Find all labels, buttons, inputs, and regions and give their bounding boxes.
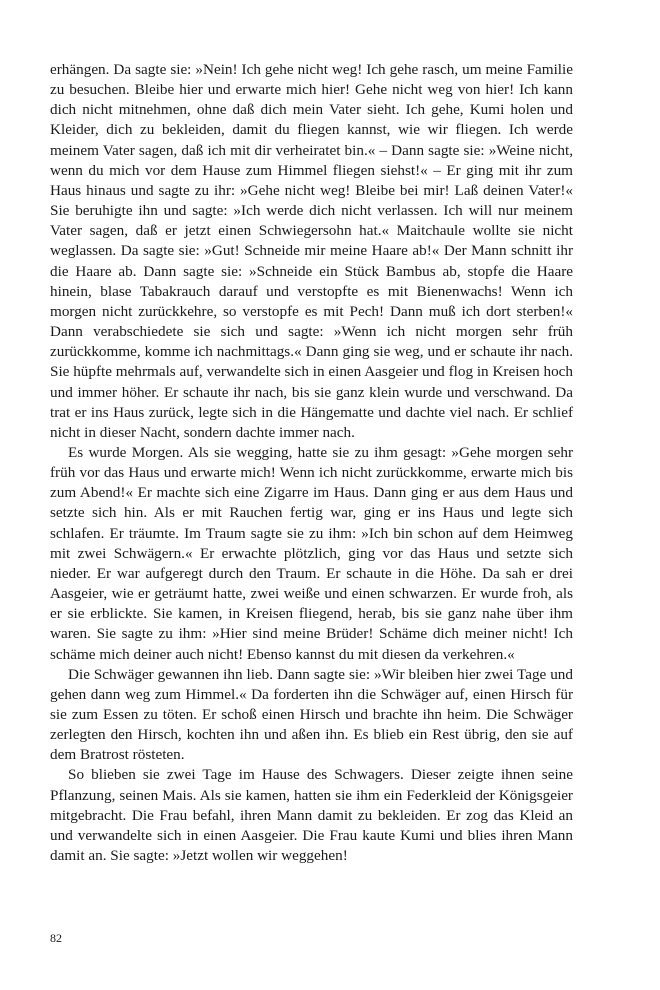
- page-body: [50, 60, 573, 866]
- paragraph-4: So blieben sie zwei Tage im Hause des Schwagers. Dieser zeigte ihnen seine Pflanzung, seinen Mais. Als sie kamen, hatten sie ihm ein Federkleid der Königsgeier mitgebracht. Die Frau befahl, ihren Mann damit zu bekleiden. Er zog das Kleid an und verwandelte sich in einen Aasgeier. Die Frau kaute Kumi und blies ihren Mann damit an. Sie sagte: »Jetzt wollen wir weggehen!: [50, 766, 573, 865]
- page-number: 82: [50, 931, 62, 945]
- paragraph-2: Es wurde Morgen. Als sie wegging, hatte sie zu ihm gesagt: »Gehe morgen sehr früh vor das Haus und erwarte mich! Wenn ich nicht zurückkomme, erwarte mich bis zum Abend!« Er machte sich eine Zigarre im Haus. Dann ging er aus dem Haus und setzte sich hin. Als er mit Rauchen fertig war, ging er ins Haus und legte sich schlafen. Er träumte. Im Traum sagte sie zu ihm: »Ich bin schon auf dem Heimweg mit zwei Schwägern.« Er erwachte plötzlich, ging vor das Haus und setzte sich nieder. Er war aufgeregt durch den Traum. Er schaute in die Höhe. Da sah er drei Aasgeier, wie er geträumt hatte, zwei weiße und einen schwarzen. Er wurde froh, als er sie erblickte. Sie kamen, in Kreisen fliegend, herab, bis sie ganz nahe über ihm waren. Sie sagte zu ihm: »Hier sind meine Brüder! Schäme dich meiner nicht! Ich schäme mich deiner auch nicht! Ebenso kannst du mit diesen da verkehren.«: [50, 443, 573, 663]
- paragraph-3: Die Schwäger gewannen ihn lieb. Dann sagte sie: »Wir bleiben hier zwei Tage und gehen dann weg zum Himmel.« Da forderten ihn die Schwäger auf, einen Hirsch für sie zum Essen zu töten. Er schoß einen Hirsch und brachte ihn heim. Die Schwäger zerlegten den Hirsch, kochten ihn und aßen ihn. Es blieb ein Rest übrig, den sie auf dem Bratrost rösteten.: [50, 665, 573, 764]
- paragraph-1: erhängen. Da sagte sie: »Nein! Ich gehe nicht weg! Ich gehe rasch, um meine Familie zu besuchen. Bleibe hier und erwarte mich hier! Gehe nicht weg von hier! Ich kann dich nicht mitnehmen, ohne daß dich mein Vater sieht. Ich gehe, Kumi holen und Kleider, dich zu bekleiden, damit du fliegen kannst, wie wir fliegen. Ich werde meinem Vater sagen, daß ich mit dir verheiratet bin.« – Dann sagte sie: »Weine nicht, wenn du mich vor dem Hause zum Himmel fliegen siehst!« – Er ging mit ihr zum Haus hinaus und sagte zu ihr: »Gehe nicht weg! Bleibe bei mir! Laß deinen Vater!« Sie beruhigte ihn und sagte: »Ich werde dich nicht verlassen. Ich will nur meinem Vater sagen, daß er jetzt einen Schwiegersohn hat.« Maitchaule wollte sie nicht weglassen. Da sagte sie: »Gut! Schneide mir meine Haare ab!« Der Mann schnitt ihr die Haare ab. Dann sagte sie: »Schneide ein Stück Bambus ab, stopfe die Haare hinein, blase Tabakrauch darauf und verstopfte es mit Bienenwachs! Wenn ich morgen nicht zurückkehre, so verstopfe es mit Pech! Dann muß ich dort sterben!« Dann verabschiedete sie sich und sagte: »Wenn ich nicht morgen sehr früh zurückkomme, komme ich nachmittags.« Dann ging sie weg, und er schaute ihr nach. Sie hüpfte mehrmals auf, verwandelte sich in einen Aasgeier und flog in Kreisen hoch und immer höher. Er schaute ihr nach, bis sie ganz klein wurde und verschwand. Da trat er ins Haus zurück, legte sich in die Hängematte und dachte viel nach. Er schlief nicht in dieser Nacht, sondern dachte immer nach.: [50, 61, 573, 441]
